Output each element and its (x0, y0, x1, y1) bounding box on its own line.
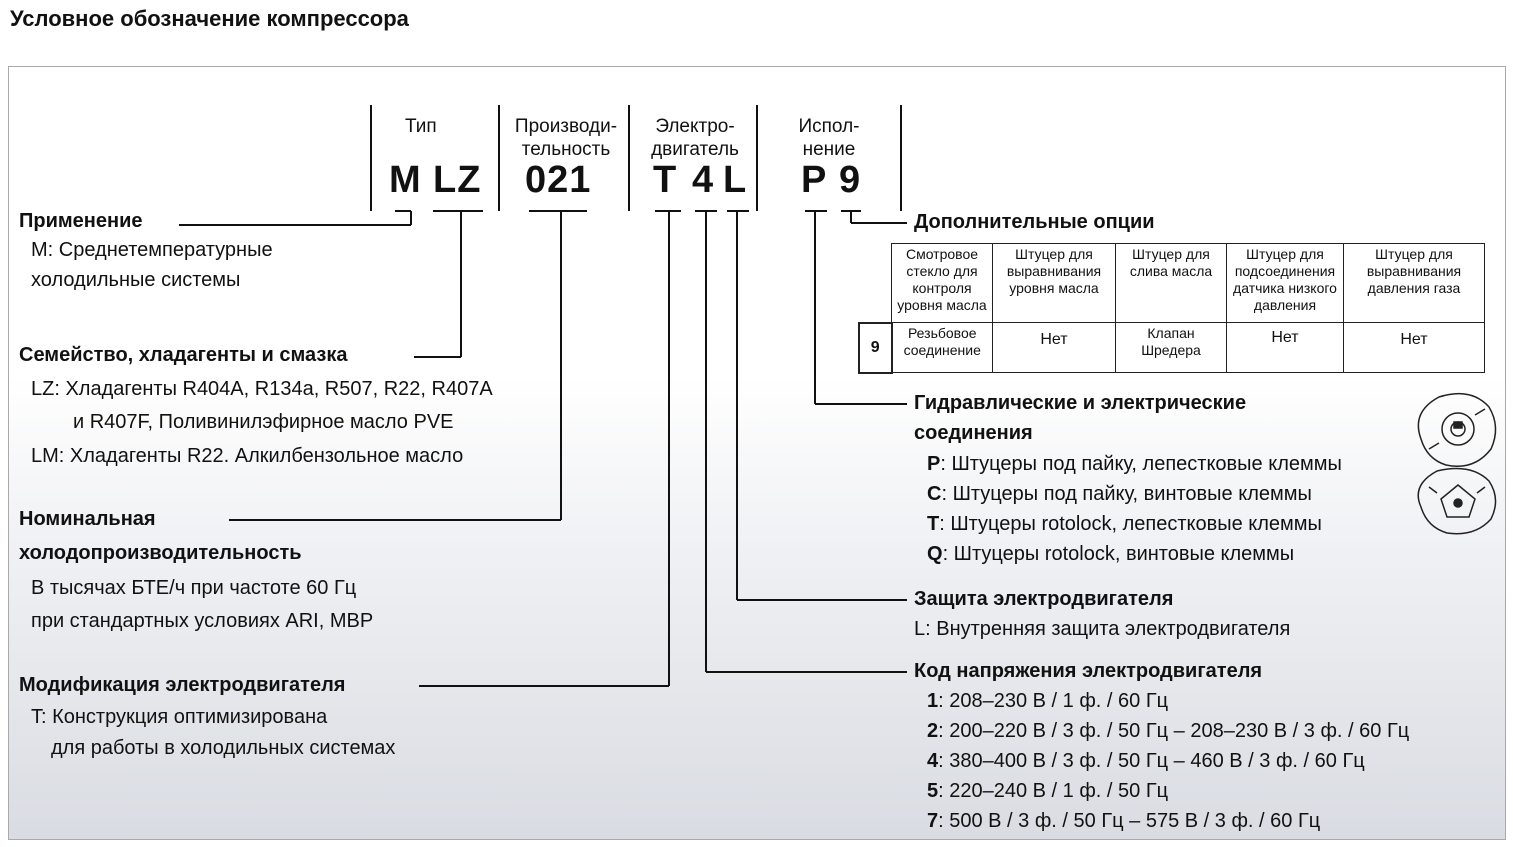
capacity-line: при стандартных условиях ARI, MBP (31, 610, 374, 632)
code-p: P (801, 159, 828, 201)
options-header-cell: Смотровое стекло для контроля уровня масла (892, 244, 993, 323)
protection-line: L: Внутренняя защита электродвигателя (914, 618, 1291, 640)
voltage-title: Код напряжения электродвигателя (914, 660, 1263, 682)
protection-title: Защита электродвигателя (914, 588, 1174, 610)
voltage-item: 4: 380–400 В / 3 ф. / 50 Гц – 460 В / 3 ф. / 60 Гц (927, 750, 1365, 772)
connections-item: T: Штуцеры rotolock, лепестковые клеммы (927, 513, 1322, 535)
options-header-cell: Штуцер для выравнивания давления газа (1344, 244, 1485, 323)
connections-item: C: Штуцеры под пайку, винтовые клеммы (927, 483, 1312, 505)
voltage-item: 7: 500 В / 3 ф. / 50 Гц – 575 В / 3 ф. / 60 Гц (927, 810, 1321, 832)
family-line: LM: Хладагенты R22. Алкилбензольное масло (31, 445, 464, 467)
header-version-line: нение (802, 139, 856, 160)
header-motor-line: Электро- (655, 116, 735, 137)
options-table (858, 243, 1485, 374)
header-capacity-line: тельность (521, 139, 611, 160)
options-header-row (859, 244, 1485, 323)
application-line: холодильные системы (31, 269, 241, 291)
motor-mod-title: Модификация электродвигателя (19, 674, 346, 696)
header-motor-line: двигатель (651, 139, 739, 160)
options-value-cell: Резьбовое соединение (892, 323, 993, 373)
application-line: M: Среднетемпературные (31, 239, 273, 261)
header-version-line: Испол- (798, 116, 860, 137)
options-header-cell: Штуцер для подсоединения датчика низкого давления (1227, 244, 1344, 323)
connections-title: Гидравлические и электрические (914, 392, 1247, 414)
header-capacity (509, 115, 623, 161)
options-title: Дополнительные опции (914, 211, 1155, 233)
voltage-item: 5: 220–240 В / 1 ф. / 50 Гц (927, 780, 1169, 802)
voltage-item: 1: 208–230 В / 1 ф. / 60 Гц (927, 690, 1169, 712)
options-value-cell: Нет (993, 323, 1116, 373)
code-9: 9 (839, 159, 862, 201)
header-version (781, 115, 877, 161)
header-capacity-line: Производи- (514, 116, 618, 137)
family-line: LZ: Хладагенты R404A, R134a, R507, R22, R407A (31, 378, 493, 400)
family-line: и R407F, Поливинилэфирное масло PVE (73, 411, 454, 433)
motor-mod-line: для работы в холодильных системах (51, 737, 396, 759)
options-header-cell: Штуцер для слива масла (1116, 244, 1227, 323)
application-title: Применение (19, 210, 143, 232)
connections-title: соединения (914, 422, 1033, 444)
capacity-line: В тысячах БТЕ/ч при частоте 60 Гц (31, 577, 357, 599)
connections-item: P: Штуцеры под пайку, лепестковые клеммы (927, 453, 1342, 475)
voltage-item: 2: 200–220 В / 3 ф. / 50 Гц – 208–230 В / 3 ф. / 60 Гц (927, 720, 1410, 742)
family-title: Семейство, хладагенты и смазка (19, 344, 348, 366)
code-t: T (653, 159, 678, 201)
header-type: Тип (405, 116, 437, 137)
capacity-title: холодопроизводительность (19, 542, 302, 564)
code-4: 4 (692, 159, 715, 201)
options-value-cell: Клапан Шредера (1116, 323, 1227, 373)
terminal-screw-icon (1418, 469, 1495, 534)
options-value-cell: Нет (1227, 323, 1344, 373)
code-m: M (389, 159, 422, 201)
capacity-title: Номинальная (19, 508, 156, 530)
connections-item: Q: Штуцеры rotolock, винтовые клеммы (927, 543, 1295, 565)
code-lz: LZ (433, 159, 482, 201)
options-value-cell: Нет (1344, 323, 1485, 373)
options-value-row (859, 323, 1485, 373)
terminal-box-icon (1418, 394, 1495, 467)
code-l: L (723, 159, 748, 201)
options-header-cell: Штуцер для выравнивания уровня масла (993, 244, 1116, 323)
page-title: Условное обозначение компрессора (10, 6, 409, 31)
options-row-code: 9 (859, 323, 892, 373)
header-motor (643, 115, 747, 161)
code-capacity: 021 (525, 159, 592, 201)
motor-mod-line: T: Конструкция оптимизирована (31, 706, 328, 728)
diagram-panel (8, 66, 1506, 840)
